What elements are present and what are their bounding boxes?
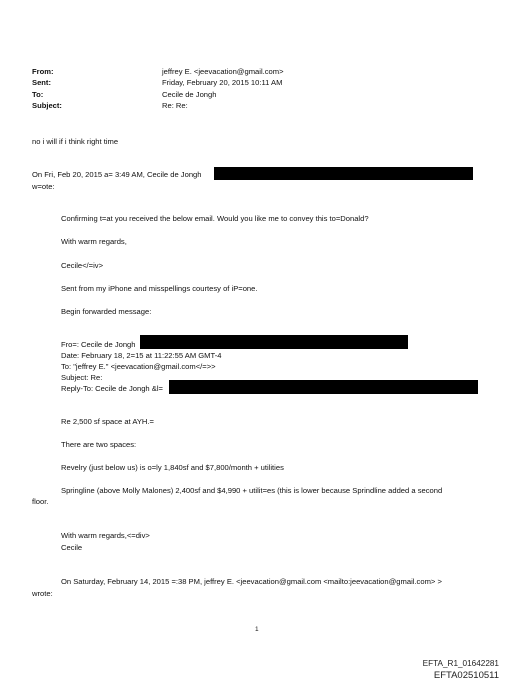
sent-label: Sent: (32, 78, 51, 87)
from-label: From: (32, 67, 54, 76)
saturday-line: On Saturday, February 14, 2015 =:38 PM, jeffrey E. <jeevacation@gmail.com <mailto:jeevacation@gmail.com> > (61, 577, 442, 586)
fwd-reply-to-line: Reply-To: Cecile de Jongh &l= (61, 384, 163, 393)
reply-line: no i will if i think right time (32, 137, 119, 146)
fwd-to-line: To: "jeffrey E." <jeevacation@gmail.com</=>> (61, 362, 216, 371)
begin-forwarded-line: Begin forwarded message: (61, 307, 152, 316)
footer-id-2: EFTA02510511 (433, 670, 499, 681)
springline-line-2: floor. (32, 497, 49, 506)
confirm-line: Confirming t=at you received the below email. Would you like me to convey this to=Donald? (61, 214, 369, 223)
quote-intro-line-2: w=ote: (32, 182, 55, 191)
fwd-date-line: Date: February 18, 2=15 at 11:22:55 AM GMT-4 (61, 351, 222, 360)
to-value: Cecile de Jongh (162, 90, 217, 99)
revelry-line: Revelry (just below us) is o=ly 1,840sf and $7,800/month + utilities (61, 463, 284, 472)
redaction-bar (140, 335, 408, 349)
wrote-line: wrote: (32, 589, 53, 598)
quote-intro-line-1: On Fri, Feb 20, 2015 a= 3:49 AM, Cecile de Jongh (32, 170, 202, 179)
signature-line-2: Cecile (61, 543, 83, 552)
from-value: jeffrey E. <jeevacation@gmail.com> (162, 67, 284, 76)
page-number: 1 (255, 626, 259, 633)
subject-label: Subject: (32, 101, 62, 110)
regards-line-1: With warm regards, (61, 237, 127, 246)
redaction-bar (169, 380, 478, 394)
fwd-subject-line: Subject: Re: (61, 373, 103, 382)
sent-value: Friday, February 20, 2015 10:11 AM (162, 78, 283, 87)
fwd-from-line: Fro=: Cecile de Jongh (61, 340, 136, 349)
signature-line-1: Cecile</=iv> (61, 261, 103, 270)
sent-from-line: Sent from my iPhone and misspellings courtesy of iP=one. (61, 284, 258, 293)
re-line: Re 2,500 sf space at AYH.= (61, 417, 154, 426)
two-spaces-line: There are two spaces: (61, 440, 137, 449)
footer-id-1: EFTA_R1_01642281 (422, 659, 499, 668)
to-label: To: (32, 90, 44, 99)
springline-line-1: Springline (above Molly Malones) 2,400sf and $4,990 + utilit=es (this is lower because Sprindline added a second (61, 486, 443, 495)
redaction-bar (214, 167, 473, 180)
subject-value: Re: Re: (162, 101, 188, 110)
regards-line-2: With warm regards,<=div> (61, 531, 150, 540)
